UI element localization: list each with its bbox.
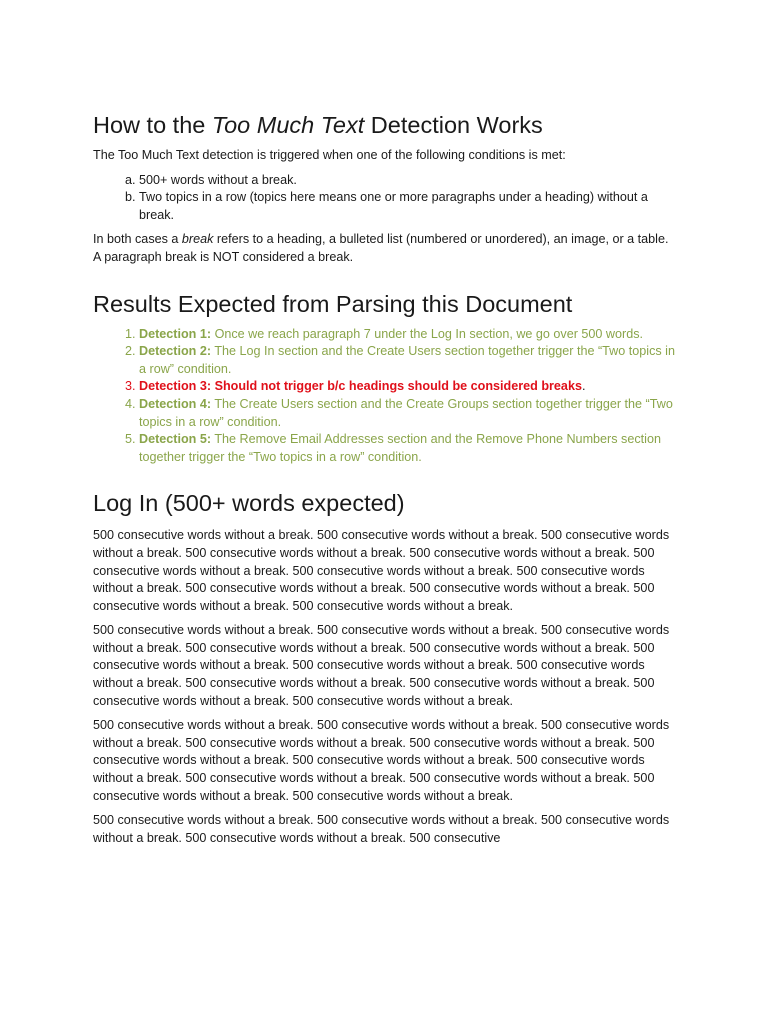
detection-label: Detection 3: Should not trigger b/c headings should be considered breaks [139, 379, 582, 394]
note-text-italic: break [181, 232, 214, 247]
conditions-list [93, 172, 678, 225]
detection-text: The Log In section and the Create Users section together trigger the “Two topics in a row” condition. [139, 344, 675, 376]
detection-text: The Create Users section and the Create Groups section together trigger the “Two topics in a row” condition. [139, 396, 673, 429]
detection-label: Detection 1: [139, 326, 212, 341]
detection-item [139, 326, 678, 344]
heading-results-expected: Results Expected from Parsing this Document [93, 290, 573, 317]
body-paragraph: 500 consecutive words without a break. 500 consecutive words without a break. 500 consecutive words without a break. 500 consecutive words without a break. 500 consecutive words without a break. 500 consecutive words without a break. 500 consecutive words without a break. 500 consecutive words without a break. 500 consecutive words without a break. 500 consecutive words without a break. 500 consecutive words without a break. 500 consecutive words without a break. [93, 718, 670, 803]
detection-item [139, 396, 678, 431]
detection-item [139, 431, 678, 466]
heading-log-in: Log In (500+ words expected) [93, 490, 405, 517]
detection-item [139, 343, 678, 378]
intro-paragraph: The Too Much Text detection is triggered when one of the following conditions is met: [93, 148, 566, 162]
detections-list [93, 326, 678, 467]
body-paragraph: 500 consecutive words without a break. 500 consecutive words without a break. 500 consecutive words without a break. 500 consecutive words without a break. 500 consecutive words without a break. 500 consecutive words without a break. 500 consecutive words without a break. 500 consecutive words without a break. 500 consecutive words without a break. 500 consecutive words without a break. 500 consecutive words without a break. 500 consecutive words without a break. [93, 623, 670, 708]
condition-item: a. 500+ words without a break. [139, 172, 678, 190]
body-paragraph: 500 consecutive words without a break. 500 consecutive words without a break. 500 consecutive words without a break. 500 consecutive words without a break. 500 consecutive [93, 813, 670, 845]
body-paragraph: 500 consecutive words without a break. 500 consecutive words without a break. 500 consecutive words without a break. 500 consecutive words without a break. 500 consecutive words without a break. 500 consecutive words without a break. 500 consecutive words without a break. 500 consecutive words without a break. 500 consecutive words without a break. 500 consecutive words without a break. 500 consecutive words without a break. 500 consecutive words without a break. [93, 528, 670, 613]
detection-item [139, 378, 678, 396]
condition-item: b. Two topics in a row (topics here means one or more paragraphs under a heading) without a break. [139, 189, 678, 224]
note-text-pre: In both cases a [93, 232, 182, 247]
heading-how-detection-works [93, 110, 678, 140]
heading-text-post: Detection Works [364, 112, 543, 138]
document-body [93, 110, 678, 854]
note-text-post: refers to a heading, a bulleted list (numbered or unordered), an image, or a table. A paragraph break is NOT considered a break. [93, 232, 669, 264]
detection-label: Detection 2: [139, 344, 212, 359]
detection-text: Once we reach paragraph 7 under the Log In section, we go over 500 words. [211, 326, 644, 341]
detection-label: Detection 5: [139, 432, 212, 447]
break-definition-paragraph [93, 231, 678, 266]
detection-text: . [581, 379, 586, 394]
detection-label: Detection 4: [139, 396, 212, 411]
heading-text-italic: Too Much Text [211, 112, 365, 138]
detection-text: The Remove Email Addresses section and the Remove Phone Numbers section together trigger the “Two topics in a row” condition. [139, 432, 661, 464]
heading-text-pre: How to the [93, 112, 212, 138]
